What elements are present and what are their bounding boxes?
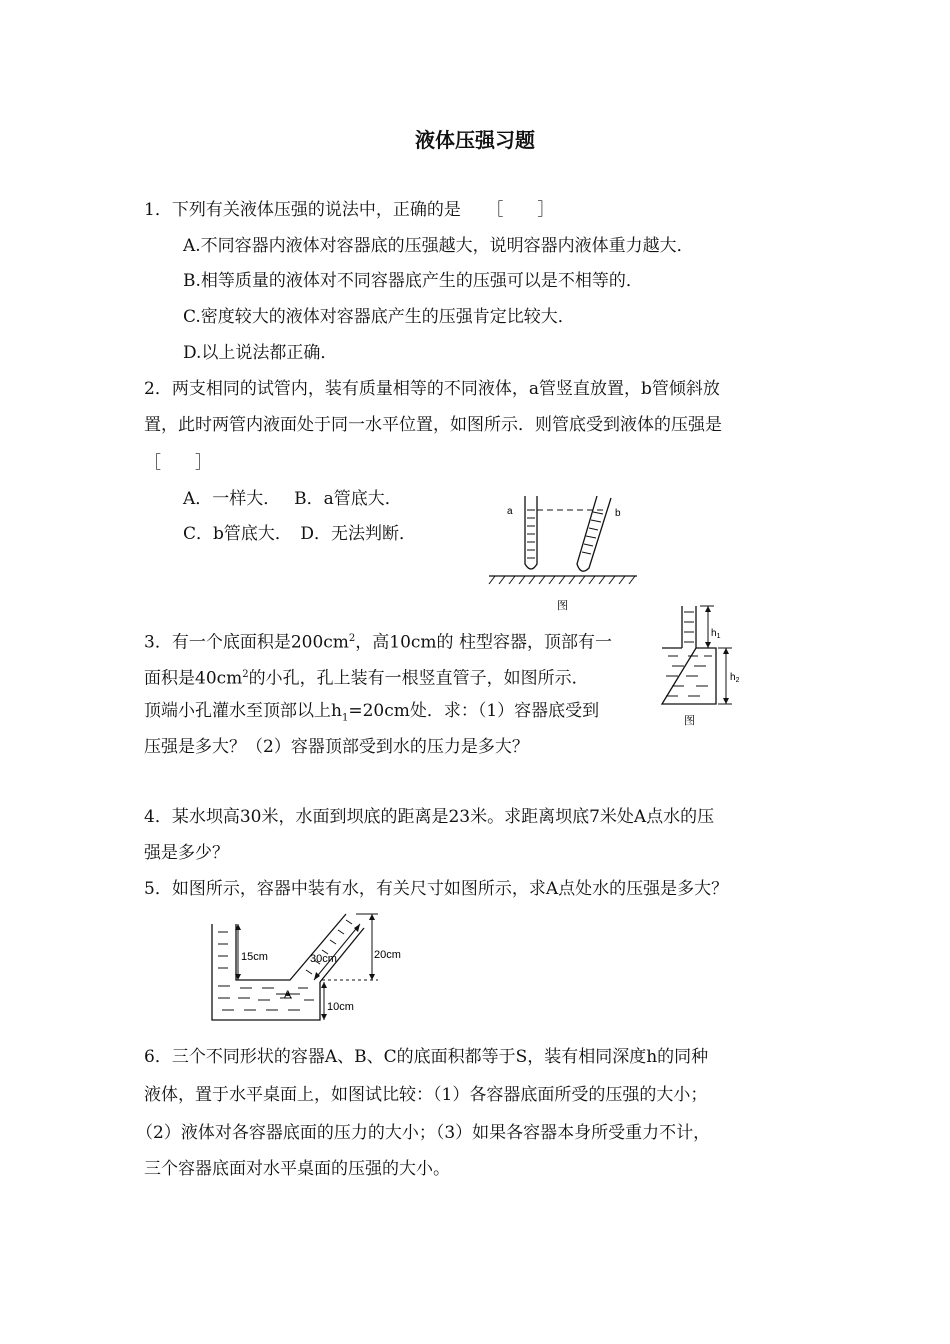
q3-fig-h1: h xyxy=(711,628,717,639)
q5-fig-15cm: 15cm xyxy=(241,951,268,963)
q3-line4: 压强是多大？（2）容器顶部受到水的压力是多大？ xyxy=(144,737,529,757)
q5-container-figure xyxy=(206,910,416,1026)
q5-fig-10cm: 10cm xyxy=(327,1001,354,1013)
q6-line3: （2）液体对各容器底面的压力的大小；（3）如果各容器本身所受重力不计， xyxy=(136,1123,711,1143)
q5-line1: 5．如图所示，容器中装有水，有关尺寸如图所示，求A点处水的压强是多大？ xyxy=(144,879,729,899)
q6-line2: 液体，置于水平桌面上，如图试比较：（1）各容器底面所受的压强的大小； xyxy=(144,1085,708,1105)
q3-container-figure xyxy=(648,600,758,730)
q2-fig-caption: 图 xyxy=(557,599,568,612)
q6-line1: 6．三个不同形状的容器A、B、C的底面积都等于S，装有相同深度h的同种 xyxy=(144,1047,709,1067)
q5-fig-20cm: 20cm xyxy=(374,949,401,961)
q3-line1: 3．有一个底面积是$200cm^2$，高10cm的 柱型容器，顶部有一 xyxy=(144,632,612,653)
q2-fig-label-b: b xyxy=(615,508,621,519)
svg-text:h2: $h_2$ xyxy=(730,672,740,684)
q4-line2: 强是多少？ xyxy=(144,843,229,863)
q1-option-a: A.不同容器内液体对容器底的压强越大，说明容器内液体重力越大． xyxy=(183,236,694,256)
q2-line3: ［ ］ xyxy=(144,453,212,473)
svg-text:h1: $h_1$ xyxy=(711,628,721,640)
q3-line3: 顶端小孔灌水至顶部以上$h_1=20cm$处．求：（1）容器底受到 xyxy=(144,701,600,724)
q2-options-ab: A．一样大． B．a管底大． xyxy=(183,489,402,509)
q5-fig-point-a: A xyxy=(284,989,292,1001)
q2-fig-label-a: a xyxy=(507,506,513,517)
q1-option-c: C.密度较大的液体对容器底产生的压强肯定比较大． xyxy=(183,307,575,327)
q5-fig-30cm: 30cm xyxy=(310,953,337,965)
q2-line1: 2．两支相同的试管内，装有质量相等的不同液体，a管竖直放置，b管倾斜放 xyxy=(144,379,720,399)
q2-test-tube-figure xyxy=(485,492,645,616)
q3-line2: 面积是$40cm^2$的小孔，孔上装有一根竖直管子，如图所示． xyxy=(144,668,589,689)
q3-fig-caption: 图 xyxy=(684,714,695,727)
q4-line1: 4．某水坝高30米，水面到坝底的距离是23米。求距离坝底7米处A点水的压 xyxy=(144,807,715,827)
page-title: 液体压强习题 xyxy=(415,128,535,152)
q6-line4: 三个容器底面对水平桌面的压强的大小。 xyxy=(144,1159,450,1179)
q2-options-cd: C．b管底大． D．无法判断． xyxy=(183,524,417,544)
q1-option-d: D.以上说法都正确． xyxy=(183,343,338,363)
q1-option-b: B.相等质量的液体对不同容器底产生的压强可以是不相等的． xyxy=(183,271,643,291)
q3-fig-h2: h xyxy=(730,672,736,683)
q2-line2: 置，此时两管内液面处于同一水平位置，如图所示．则管底受到液体的压强是 xyxy=(144,415,722,435)
q1-stem: 1．下列有关液体压强的说法中，正确的是 ［ ］ xyxy=(144,200,555,220)
